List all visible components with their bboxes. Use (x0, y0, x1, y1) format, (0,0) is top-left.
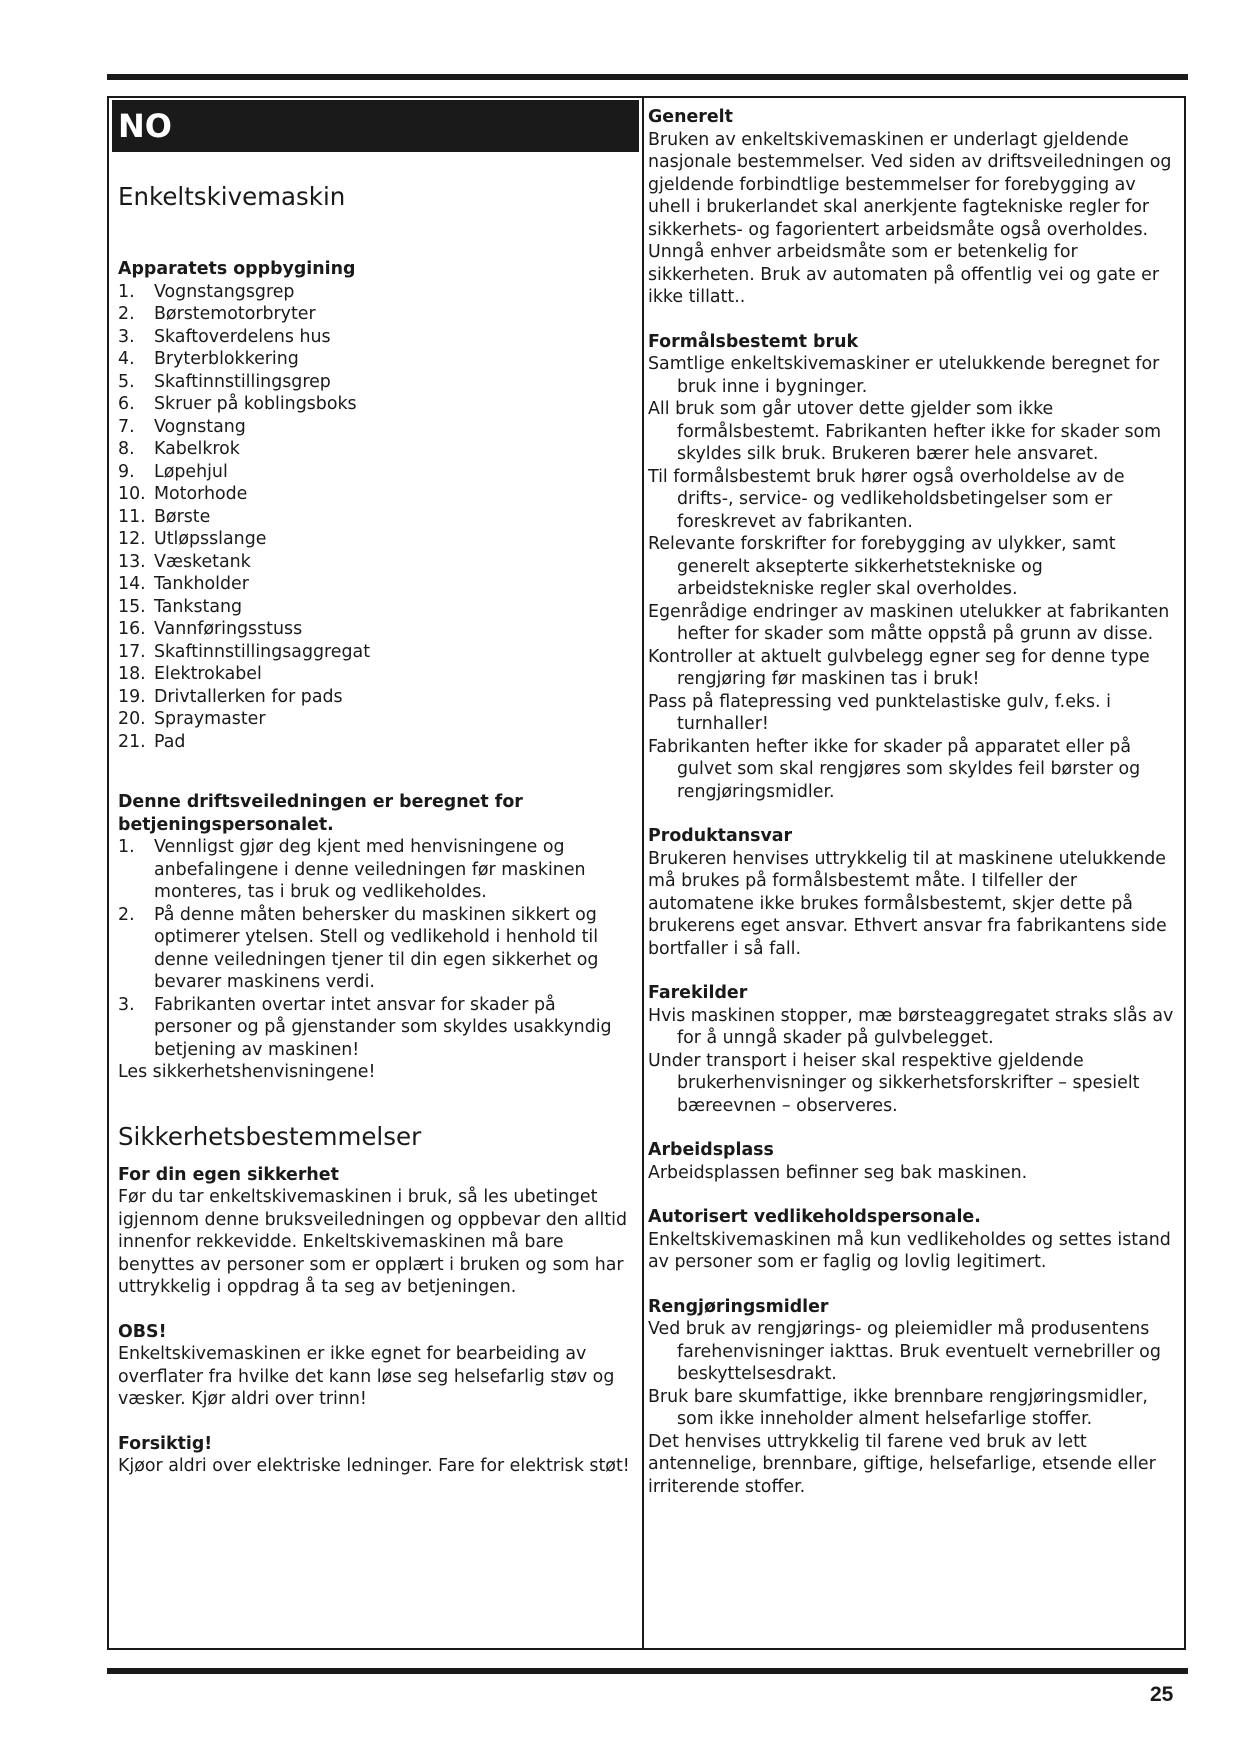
liability-text: Brukeren henvises uttrykkelig til at maskinene utelukkende må brukes på formålsbestemt måte. I tilfeller der automatene ikke brukes formålsbestemt, skjer dette på brukerens eget ansvar. Ethvert ansvar fra fabrikantens side bortfaller i så fall. (648, 848, 1167, 959)
construction-item (118, 573, 638, 596)
hazards-heading: Farekilder (648, 983, 748, 1003)
construction-item (118, 303, 638, 326)
list-number: 16. (118, 619, 146, 639)
cleaning-list (648, 1318, 1178, 1431)
construction-item (118, 326, 638, 349)
construction-item (118, 731, 638, 754)
list-item-text: Vognstang (154, 416, 246, 437)
own-safety-heading: For din egen sikkerhet (118, 1164, 339, 1185)
list-item-text: Drivtallerken for pads (154, 686, 343, 707)
list-number: 20. (118, 709, 146, 729)
list-number: 18. (118, 664, 146, 684)
list-item-text: På denne måten behersker du maskinen sikkert og optimerer ytelsen. Stell og vedlikehold i henhold til denne veiledningen tjener til din egen sikkerhet og bevarer maskinens verdi. (154, 904, 599, 992)
staff-heading: Autorisert vedlikeholdspersonale. (648, 1207, 981, 1227)
construction-item (118, 393, 638, 416)
list-item-text: Spraymaster (154, 709, 266, 729)
list-number: 2. (118, 304, 135, 324)
liability-heading: Produktansvar (648, 826, 793, 846)
cleaning-item: Ved bruk av rengjørings- og pleiemidler må produsentens farehenvisninger iakttas. Bruk eventuelt vernebriller og beskyttelsesdrakt. (648, 1319, 1161, 1384)
list-number: 7. (118, 416, 135, 437)
list-number: 1. (118, 281, 135, 302)
list-number: 1. (118, 837, 135, 857)
list-item-text: Børste (154, 506, 211, 527)
list-number: 10. (118, 484, 146, 504)
list-item-text: Skaftoverdelens hus (154, 326, 331, 347)
operator-item (118, 836, 638, 904)
workplace-text: Arbeidsplassen befinner seg bak maskinen. (648, 1162, 1028, 1183)
construction-item (118, 551, 638, 574)
list-number: 13. (118, 551, 146, 572)
workplace-heading: Arbeidsplass (648, 1140, 774, 1160)
list-number: 9. (118, 461, 135, 482)
list-item-text: Vennligst gjør deg kjent med henvisningene og anbefalingene i denne veiledningen før maskinen monteres, tas i bruk og vedlikeholdes. (154, 837, 586, 902)
list-number: 4. (118, 349, 135, 369)
intended-use-item: All bruk som går utover dette gjelder som ikke formålsbestemt. Fabrikanten hefter ikke for skader som skyldes silk bruk. Brukeren bærer hele ansvaret. (648, 399, 1162, 464)
column-divider (642, 96, 644, 1650)
construction-item (118, 461, 638, 484)
intended-use-item: Samtlige enkeltskivemaskiner er utelukkende beregnet for bruk inne i bygninger. (648, 354, 1160, 397)
list-number: 6. (118, 394, 135, 414)
list-item-text: Børstemotorbryter (154, 304, 316, 324)
construction-item (118, 416, 638, 439)
list-item-text: Kabelkrok (154, 439, 240, 459)
list-number: 14. (118, 574, 146, 594)
construction-item (118, 596, 638, 619)
list-item-text: Motorhode (154, 484, 248, 504)
list-number: 5. (118, 371, 135, 392)
construction-item (118, 528, 638, 551)
list-number: 2. (118, 904, 135, 925)
intended-use-item: Pass på flatepressing ved punktelastiske gulv, f.eks. i turnhaller! (648, 691, 1111, 734)
construction-item (118, 663, 638, 686)
intended-use-item: Egenrådige endringer av maskinen utelukker at fabrikanten hefter for skader som måtte oppstå på grunn av disse. (648, 601, 1170, 644)
list-item-text: Skaftinnstillingsgrep (154, 371, 331, 392)
construction-list (118, 281, 638, 754)
list-item-text: Elektrokabel (154, 664, 262, 684)
hazards-list (648, 1005, 1178, 1118)
list-item-text: Fabrikanten overtar intet ansvar for skader på personer og på gjenstander som skyldes usakkyndig betjening av maskinen! (154, 994, 612, 1060)
list-number: 8. (118, 439, 135, 459)
caution-text: Kjøor aldri over elektriske ledninger. Fare for elektrisk støt! (118, 1456, 630, 1476)
left-column (118, 100, 638, 1478)
intended-use-heading: Formålsbestemt bruk (648, 331, 859, 352)
list-number: 3. (118, 994, 135, 1015)
top-rule (107, 74, 1188, 80)
list-item-text: Tankstang (154, 596, 243, 617)
list-item-text: Pad (154, 731, 186, 752)
construction-item (118, 281, 638, 304)
list-item-text: Vognstangsgrep (154, 281, 295, 302)
list-number: 12. (118, 529, 146, 549)
list-number: 11. (118, 506, 146, 527)
list-item-text: Vannføringsstuss (154, 619, 303, 639)
staff-text: Enkeltskivemaskinen må kun vedlikeholdes og settes istand av personer som er faglig og lovlig legitimert. (648, 1229, 1171, 1272)
list-item-text: Skaftinnstillingsaggregat (154, 641, 371, 662)
list-number: 21. (118, 731, 146, 752)
list-item-text: Utløpsslange (154, 529, 267, 549)
hazard-item: Hvis maskinen stopper, mæ børsteaggregatet straks slås av for å unngå skader på gulvbelegget. (648, 1005, 1174, 1048)
cleaning-heading: Rengjøringsmidler (648, 1296, 829, 1317)
hazard-item: Under transport i heiser skal respektive gjeldende brukerhenvisninger og sikkerhetsforskrifter – spesielt bæreevnen – observeres. (648, 1050, 1140, 1116)
construction-item (118, 618, 638, 641)
intended-use-item: Til formålsbestemt bruk hører også overholdelse av de drifts-, service- og vedlikeholdsbetingelser som er foreskrevet av fabrikanten. (648, 466, 1125, 532)
construction-item (118, 641, 638, 664)
construction-item (118, 506, 638, 529)
obs-text: Enkeltskivemaskinen er ikke egnet for bearbeiding av overflater fra hvilke det kann løse seg helsefarlig støv og væsker. Kjør aldri over trinn! (118, 1344, 615, 1409)
cleaning-item: Bruk bare skumfattige, ikke brennbare rengjøringsmidler, som ikke inneholder alment helsefarlige stoffer. (648, 1386, 1148, 1429)
page-title: Enkeltskivemaskin (118, 182, 346, 211)
general-text: Bruken av enkeltskivemaskinen er underlagt gjeldende nasjonale bestemmelser. Ved siden av driftsveiledningen og gjeldende forbindtlige bestemmelser for forebygging av uhell i brukerlandet skal anerkjente fagtekniske regler for sikkerhets- og fagorientert arbeidsmåte også overholdes. Unngå enhver arbeidsmåte som er betenkelig for sikkerheten. Bruk av automaten på offentlig vei og gate er ikke tillatt.. (648, 129, 1172, 307)
obs-heading: OBS! (118, 1321, 167, 1342)
construction-item (118, 708, 638, 731)
operator-item (118, 904, 638, 994)
read-safety-note: Les sikkerhetshenvisningene! (118, 1062, 376, 1082)
list-item-text: Væsketank (154, 551, 251, 572)
construction-heading: Apparatets oppbygining (118, 259, 356, 279)
intended-use-item: Kontroller at aktuelt gulvbelegg egner seg for denne type rengjøring før maskinen tas i bruk! (648, 646, 1150, 689)
list-number: 3. (118, 326, 135, 347)
intended-use-item: Relevante forskrifter for forebygging av ulykker, samt generelt aksepterte sikkerhetstekniske og arbeidstekniske regler skal overholdes. (648, 534, 1116, 599)
safety-title: Sikkerhetsbestemmelser (118, 1121, 422, 1151)
list-number: 19. (118, 686, 146, 707)
intended-use-list (648, 353, 1178, 803)
intended-use-item: Fabrikanten hefter ikke for skader på apparatet eller på gulvet som skal rengjøres som skyldes feil børster og rengjøringsmidler. (648, 736, 1141, 802)
operator-list (118, 836, 638, 1061)
list-item-text: Skruer på koblingsboks (154, 394, 357, 414)
list-number: 15. (118, 596, 146, 617)
list-item-text: Løpehjul (154, 461, 228, 482)
construction-item (118, 348, 638, 371)
operator-heading: Denne driftsveiledningen er beregnet for betjeningspersonalet. (118, 792, 523, 835)
list-item-text: Tankholder (154, 574, 249, 594)
own-safety-text: Før du tar enkeltskivemaskinen i bruk, så les ubetinget igjennom denne bruksveiledningen og oppbevar den alltid innenfor rekkevidde. Enkeltskivemaskinen må bare benyttes av personer som er opplært i bruken og som har uttrykkelig i oppdrag å ta seg av betjeningen. (118, 1187, 628, 1297)
caution-heading: Forsiktig! (118, 1433, 213, 1454)
list-number: 17. (118, 641, 146, 662)
construction-item (118, 371, 638, 394)
cleaning-text: Det henvises uttrykkelig til farene ved bruk av lett antennelige, brennbare, giftige, helsefarlige, etsende eller irriterende stoffer. (648, 1431, 1156, 1497)
construction-item (118, 686, 638, 709)
construction-item (118, 483, 638, 506)
general-heading: Generelt (648, 107, 733, 127)
language-badge: NO (112, 100, 639, 152)
operator-item (118, 994, 638, 1062)
page-number: 25 (1150, 1683, 1174, 1706)
list-item-text: Bryterblokkering (154, 349, 299, 369)
right-column (648, 106, 1178, 1498)
construction-item (118, 438, 638, 461)
bottom-rule (107, 1668, 1188, 1674)
